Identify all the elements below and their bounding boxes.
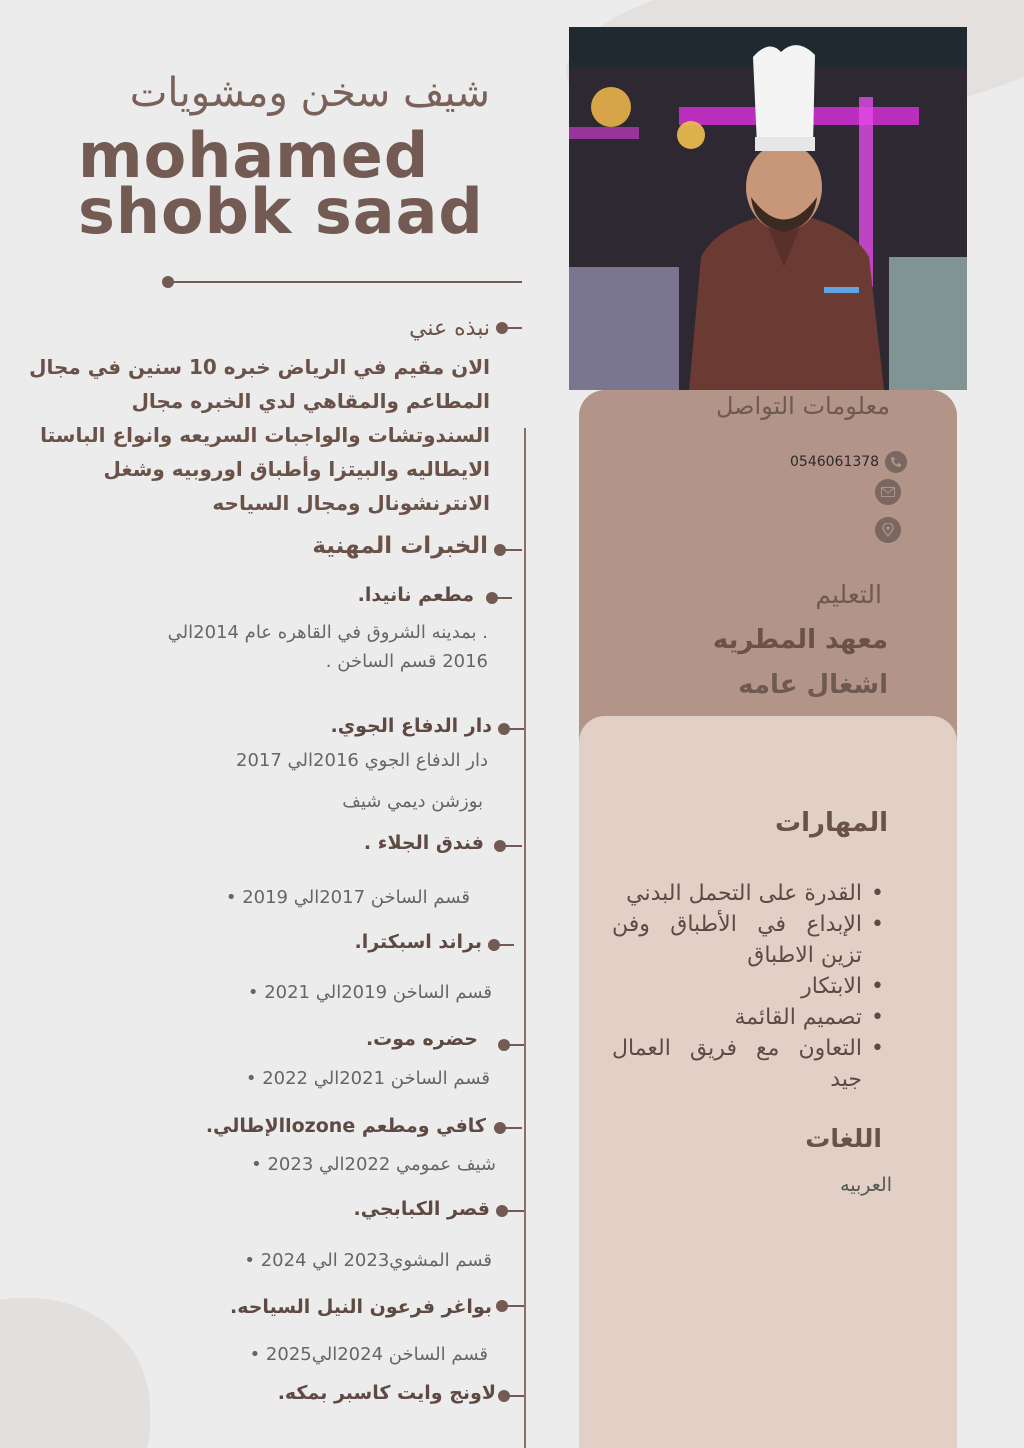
job-description: 2016 قسم الساخن . <box>325 651 488 672</box>
job-description <box>150 982 492 1003</box>
name-line-2: shobk saad <box>78 175 484 248</box>
language-item: العربيه <box>840 1174 892 1196</box>
education-major: اشغال عامه <box>738 670 888 700</box>
chef-photo-illustration <box>569 27 967 390</box>
profile-photo <box>569 27 967 390</box>
header-divider-dot <box>162 276 174 288</box>
about-title: نبذه عني <box>409 316 490 341</box>
about-text: الان مقيم في الرياض خبره 10 سنين في مجال المطاعم والمقاهي لدي الخبره مجال السندوتشات والواجبات السريعه وانواع الباستا الايطاليه والبيتزا وأطباق اوروبيه وشغل الانترنشونال ومجال السياحه <box>29 355 490 515</box>
job-name: كافي ومطعم lozoneالإطالي. <box>205 1115 486 1137</box>
job-description-text: شيف عمومي 2022الي 2023 <box>267 1154 496 1175</box>
job-description <box>150 1344 488 1365</box>
job-name: براند اسبكترا. <box>354 931 482 953</box>
location-icon-glyph <box>882 523 894 537</box>
job-description-text: قسم الساخن 2021الي 2022 <box>262 1068 490 1089</box>
skill-item: • القدرة على التحمل البدني <box>612 878 890 909</box>
job-name: لاونج وايت كاسبر بمكه. <box>277 1382 496 1404</box>
education-title: التعليم <box>815 580 882 609</box>
contact-title: معلومات التواصل <box>715 392 890 420</box>
job-name: بواغر فرعون النيل السياحه. <box>230 1296 492 1318</box>
job-description <box>150 1250 492 1271</box>
skill-item: • التعاون مع فريق العمال جيد <box>612 1033 890 1095</box>
phone-number: 0546061378 <box>790 454 880 470</box>
job-description-text: قسم الساخن 2024الي2025 <box>265 1344 488 1365</box>
list-bullet <box>248 982 264 1003</box>
skills-title: المهارات <box>774 808 888 838</box>
job-bullet-dot <box>498 1390 510 1402</box>
skill-item: • تصميم القائمة <box>612 1002 890 1033</box>
email-icon-glyph <box>881 487 895 497</box>
experience-bullet-dot <box>494 544 506 556</box>
name-line-1: mohamed <box>78 119 430 192</box>
languages-title: اللغات <box>805 1124 882 1153</box>
list-bullet <box>246 1068 262 1089</box>
job-bullet-dot <box>498 1039 510 1051</box>
skill-item: • الإبداع في الأطباق وفن تزين الاطباق <box>612 909 890 971</box>
list-bullet <box>250 1344 266 1365</box>
job-description <box>150 887 470 908</box>
education-school: معهد المطريه <box>712 625 888 655</box>
job-description-text: قسم الساخن 2017الي 2019 <box>242 887 470 908</box>
job-description: بوزشن ديمي شيف <box>342 791 483 812</box>
job-name: مطعم نانيدا. <box>357 584 474 606</box>
job-description <box>150 1068 490 1089</box>
timeline-line <box>524 428 526 1448</box>
job-bullet-dot <box>494 1122 506 1134</box>
contact-education-panel <box>579 390 957 760</box>
phone-row[interactable] <box>790 451 907 473</box>
phone-icon <box>885 451 907 473</box>
job-title: شيف سخن ومشويات <box>129 70 490 116</box>
header-divider <box>168 281 522 283</box>
person-name <box>78 119 548 248</box>
job-description <box>150 1154 496 1175</box>
email-icon[interactable] <box>875 479 901 505</box>
job-bullet-dot <box>496 1205 508 1217</box>
job-bullet-dot <box>488 939 500 951</box>
list-bullet <box>251 1154 267 1175</box>
job-description-text: قسم الساخن 2019الي 2021 <box>264 982 492 1003</box>
job-name: قصر الكبابجي. <box>353 1198 490 1220</box>
job-description-text: قسم المشوي2023 الي 2024 <box>260 1250 492 1271</box>
list-bullet <box>226 887 242 908</box>
decorative-blob-bottom <box>0 1298 150 1448</box>
job-bullet-dot <box>494 840 506 852</box>
job-bullet-dot <box>498 723 510 735</box>
about-bullet-dot <box>496 322 508 334</box>
job-description: دار الدفاع الجوي 2016الي 2017 <box>236 750 488 771</box>
location-icon[interactable] <box>875 517 901 543</box>
job-name: دار الدفاع الجوي. <box>330 715 492 737</box>
job-description: . بمدينه الشروق في القاهره عام 2014الي <box>167 622 488 643</box>
job-bullet-dot <box>496 1300 508 1312</box>
job-name: فندق الجلاء . <box>363 832 484 854</box>
experience-title: الخبرات المهنية <box>312 533 488 559</box>
job-bullet-dot <box>486 592 498 604</box>
skills-list <box>612 878 890 1095</box>
phone-icon-glyph <box>890 456 902 468</box>
skill-item: • الابتكار <box>612 971 890 1002</box>
job-name: حضره موت. <box>365 1028 478 1050</box>
list-bullet <box>244 1250 260 1271</box>
